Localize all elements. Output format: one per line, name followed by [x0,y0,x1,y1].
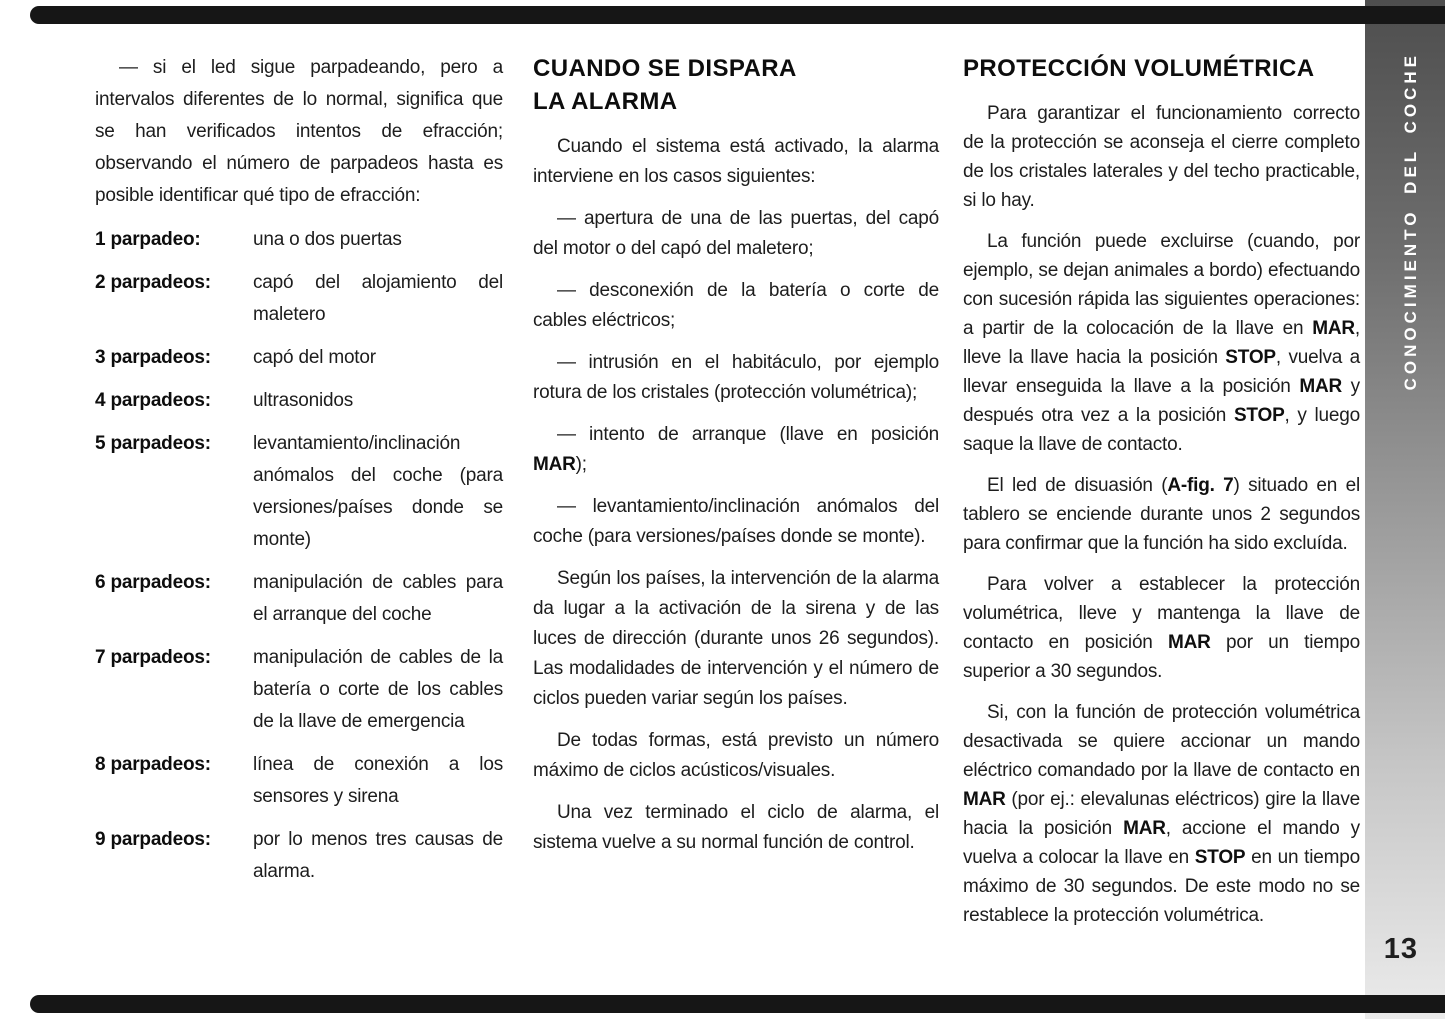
list-item-label: 1 parpadeo: [95,229,201,250]
text-run: Para volver a establecer la protección volumétrica, lleve y mantenga la llave de contacto en posición [963,574,1360,653]
text-run: en un tiempo máximo de 30 segundos. De este modo no se restablece la protección volumétrica. [963,847,1360,926]
text-run: ); [575,454,587,475]
bold-keyword: MAR [963,789,1006,810]
bold-keyword: STOP [1233,405,1285,426]
text-run: — levantamiento/inclinación anómalos del coche (para versiones/países donde se monte). [533,496,939,547]
list-item-label: 8 parpadeos: [95,754,211,775]
list-item [95,267,503,331]
text-run: (por ej.: elevalunas eléctricos) gire la llave hacia la posición [963,789,1360,839]
list-item [95,342,503,374]
text-run: Para garantizar el funcionamiento correcto de la protección se aconseja el cierre completo de los cristales laterales y del techo practicable, si lo hay. [963,103,1360,211]
text-run: , vuelva a llevar enseguida la llave a la posición [963,347,1361,397]
text-column-middle [533,52,939,870]
list-item-text: manipulación de cables para el arranque del coche [253,572,503,625]
bold-keyword: MAR [533,454,576,475]
list-item-label: 3 parpadeos: [95,347,211,368]
paragraph [533,204,939,264]
list-item-label: 4 parpadeos: [95,390,211,411]
list-item-text: una o dos puertas [253,229,402,250]
list-item-label: 5 parpadeos: [95,433,211,454]
list-item-label: 6 parpadeos: [95,572,211,593]
list-item [95,642,503,738]
text-run: , lleve la llave hacia la posición [963,318,1360,368]
bold-keyword: A-fig. 7 [1167,475,1234,496]
paragraph [533,348,939,408]
list-item [95,749,503,813]
paragraph [963,698,1360,930]
text-run: El led de disuasión ( [987,475,1168,496]
text-run: — si el led sigue parpadeando, pero a intervalos diferentes de lo normal, significa que se han verificados intentos de efracción; observando el número de parpadeos hasta es posible identificar qué tipo de efracción: [95,57,503,206]
paragraph [533,564,939,714]
list-item [95,385,503,417]
list-item-label: 9 parpadeos: [95,829,211,850]
list-item [95,567,503,631]
section-heading-line: CUANDO SE DISPARA [533,55,797,82]
list-item-label: 7 parpadeos: [95,647,211,668]
bold-keyword: MAR [1123,818,1166,839]
text-run: — apertura de una de las puertas, del capó del motor o del capó del maletero; [533,208,939,259]
text-run: Según los países, la intervención de la alarma da lugar a la activación de la sirena y de las luces de dirección (durante unos 26 segundos). Las modalidades de intervención y el número de ciclos pueden variar según los países. [533,568,939,709]
bold-keyword: MAR [1299,376,1342,397]
bold-keyword: MAR [1167,632,1211,653]
text-run: , accione el mando y vuelva a colocar la llave en [963,818,1360,868]
paragraph [95,52,503,212]
paragraph [963,570,1360,686]
section-heading [533,52,939,118]
section-heading [963,52,1360,85]
list-item-text: capó del motor [253,347,376,368]
text-run: La función puede excluirse (cuando, por ejemplo, se dejan animales a bordo) efectuando con sucesión rápida las siguientes operaciones: a partir de la colocación de la llave en [963,231,1360,339]
section-heading-line: LA ALARMA [533,88,678,115]
text-run: — intento de arranque (llave en posición [557,424,939,445]
text-run: De todas formas, está previsto un número máximo de ciclos acústicos/visuales. [533,730,939,781]
page-number: 13 [1383,933,1418,965]
text-run: Una vez terminado el ciclo de alarma, el sistema vuelve a su normal función de control. [533,802,939,853]
text-run: Cuando el sistema está activado, la alarma interviene en los casos siguientes: [533,136,939,187]
text-column-left [95,52,503,899]
list-item-text: capó del alojamiento del maletero [253,272,503,325]
paragraph [533,276,939,336]
paragraph [963,227,1360,459]
bold-keyword: STOP [1225,347,1276,368]
text-run: — desconexión de la batería o corte de cables eléctricos; [533,280,939,331]
paragraph [533,726,939,786]
bottom-edge-bar [30,995,1445,1013]
paragraph [533,420,939,480]
list-item-text: ultrasonidos [253,390,354,411]
chapter-title-vertical: CONOCIMIENTO DEL COCHE [1401,52,1420,391]
bold-keyword: MAR [1312,318,1355,339]
text-run: — intrusión en el habitáculo, por ejemplo rotura de los cristales (protección volumétrica); [533,352,939,403]
list-item-label: 2 parpadeos: [95,272,211,293]
list-item-text: línea de conexión a los sensores y sirena [253,754,503,807]
text-run: y después otra vez a la posición [963,376,1360,426]
list-item [95,224,503,256]
section-heading-line: PROTECCIÓN VOLUMÉTRICA [963,55,1315,82]
paragraph [533,132,939,192]
list-item-text: manipulación de cables de la batería o corte de los cables de la llave de emergencia [253,647,503,732]
paragraph [533,798,939,858]
text-run: ) situado en el tablero se enciende durante unos 2 segundos para confirmar que la función ha sido excluída. [963,475,1360,554]
list-item-text: por lo menos tres causas de alarma. [253,829,503,882]
text-column-right [963,52,1360,942]
top-edge-bar [30,6,1445,24]
list-item [95,428,503,556]
paragraph [963,99,1360,215]
text-run: , y luego saque la llave de contacto. [963,405,1360,455]
paragraph [533,492,939,552]
list-item [95,824,503,888]
list-item-text: levantamiento/inclinación anómalos del coche (para versiones/países donde se monte) [253,433,503,550]
text-run: Si, con la función de protección volumétrica desactivada se quiere accionar un mando eléctrico comandado por la llave de contacto en [963,702,1360,781]
text-run: por un tiempo superior a 30 segundos. [963,632,1360,682]
paragraph [963,471,1360,558]
bold-keyword: STOP [1194,847,1246,868]
